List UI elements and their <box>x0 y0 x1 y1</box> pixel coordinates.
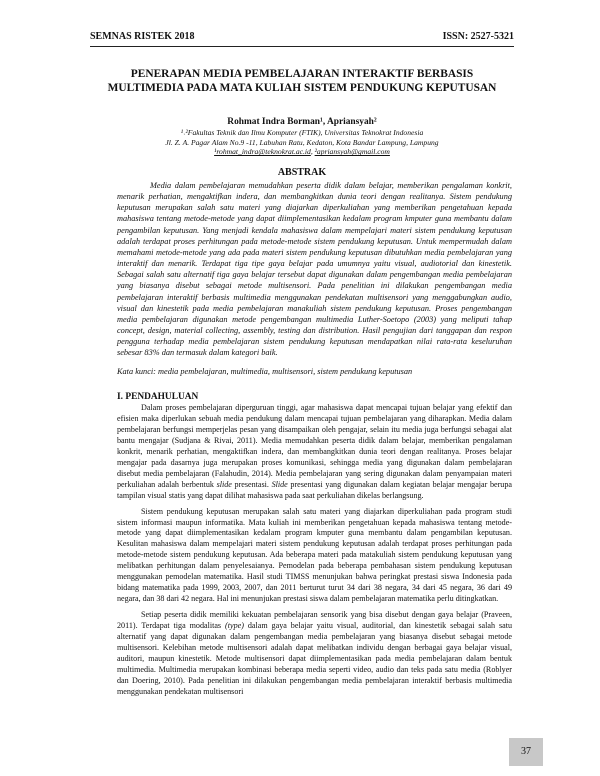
author-emails: ¹rohmat_indra@teknokrat.ac.id, ²apriansyah@gmail.com <box>214 147 390 157</box>
paragraph-1-text: Dalam proses pembelajaran diperguruan tinggi, agar mahasiswa dapat mencapai tujuan belajar yang efektif dan efisien maka diperlukan sebuah media pendukung dalam mencapai tujuan pembelajaran yang diharapkan. Media dalam pembelajaran berfungsi memperjelas pesan yang disampaikan oleh pengajar, selain itu media juga berfungsi sebagai alat bantu mengajar (Sudjana & Rivai, 2011). Media memudahkan peserta didik dalam belajar, memberikan pengalaman konkrit, menarik perhatian, mengaktifkan indera, dan membangkitkan dunia teori dengan realitanya. Proses belajar mengajar pada dasarnya juga merupakan proses komunikasi, sehingga media yang digunakan dalam pembelajaran disebut media pembelajaran (Falahudin, 2014). Media pembelajaran yang sering digunakan dalam penyampaian materi perkuliahan adalah berbentuk <box>117 403 512 489</box>
paragraph-1-end: presentasi yang digunakan dalam kegiatan belajar mengajar berupa tampilan visual statis yang dapat dilihat mahasiswa pada saat perkuliahan dikelas berlangsung. <box>117 479 512 500</box>
authors: Rohmat Indra Borman¹, Apriansyah² <box>227 117 377 127</box>
title-line-2: MULTIMEDIA PADA MATA KULIAH SISTEM PENDUKUNG KEPUTUSAN <box>107 82 497 94</box>
email-link-2[interactable]: ²apriansyah@gmail.com <box>314 147 390 157</box>
paper-title <box>90 67 514 95</box>
type-term: (type) <box>225 621 244 631</box>
title-line-1: PENERAPAN MEDIA PEMBELAJARAN INTERAKTIF BERBASIS <box>130 68 474 80</box>
paragraph-3-end: dalam gaya belajar yaitu visual, auditorial, dan kinestetik sebagai salah satu alternatif yang dapat digunakan dalam pengembangan media pembelajaran yang biasanya disebut sebagai metode multisensori. Kelebihan metode multisensori adalah dapat melibatkan individu dengan berbagai gaya belajar visual, auditori, maupun kinestetik. Metode multisensori dapat diimplementasikan pada media pembelajaran dalam bentuk multimedia. Multimedia merupakan kombinasi beberapa media seperti video, audio dan teks pada satu media (Roblyer dan Doering, 2010). Pada penelitian ini dilakukan pengembangan media pembelajaran interaktif berbasis multimedia menggunakan pendekatan multisensori <box>117 621 512 696</box>
email-link-1[interactable]: ¹rohmat_indra@teknokrat.ac.id <box>214 147 311 157</box>
conference-name: SEMNAS RISTEK 2018 <box>90 31 195 42</box>
abstract-text: Media dalam pembelajaran memudahkan peserta didik dalam belajar, memberikan pengalaman konkrit, menarik perhatian, mengaktifkan indera, dan membangkitkan dunia teori dengan realitanya. Sistem pendukung keputusan merupakan salah satu materi yang diajarkan diperkuliahan yang memberikan pengetahuan kepada mahasiswa tentang metode-metode yang dapat diimplementasikan kedalam program kmputer guna membantu dalam pengambilan keputusan. Yang menjadi kendala mahasiswa dalam mempelajari materi sistem pendukung keputusan adalah terdapat proses perhitungan pada metode-metode sistem pendukung keputusan. Untuk mempermudah dalam memahami metode-metode yang ada pada materi sistem pendukung keputusan dibutuhkan media pembelajaran yang interaktif dan menarik. Terdapat tiga tipe gaya belajar pada umumnya yaitu visual, audiotorial dan kinestetik. Sebagai salah satu alternatif tiga gaya belajar tersebut dapat digunakan dalam pengembangan media pembelajaran yang biasanya disebut sebagai metode multisensori. Pada penelitian ini dilakukan pengembangan media pembelajaran interaktif berbasis multimedia menggunakan pendekatan multisensori yang menggabungkan audio, visual dan kinestetik pada media pembelajaran manakuliah sistem pendukung keputusan. Proses pengembangan media pembelajaran digunakan metode pengembangan multimedia Luther-Soetopo (2003) yang meliputi tahap concept, design, material collecting, assembly, testing dan distribution. Hasil pengujian dari tanggapan dan respon pengguna terhadap media pembelajaran sistem pendukung keputusan mendapatkan nilai rata-rata keseluruhan sebesar 83% dan termasuk dalam kategori baik. <box>117 181 512 358</box>
slide-term: slide <box>216 479 232 489</box>
affiliation-line-1: ¹˒²Fakultas Teknik dan Ilmu Komputer (FTIK), Universitas Teknokrat Indonesia <box>180 128 424 137</box>
abstract-heading: ABSTRAK <box>277 167 327 178</box>
page-number: 37 <box>509 738 543 766</box>
paragraph-1 <box>117 403 512 502</box>
header-divider <box>90 46 514 47</box>
affiliation <box>90 128 514 157</box>
issn: ISSN: 2527-5321 <box>442 31 514 42</box>
keywords: Kata kunci: media pembelajaran, multimedia, multisensori, sistem pendukung keputusan <box>117 367 413 376</box>
slide-term-2: Slide <box>271 479 288 489</box>
paragraph-1-mid: presentasi. <box>231 479 269 489</box>
paragraph-3 <box>117 610 512 698</box>
section-heading: I. PENDAHULUAN <box>117 392 199 402</box>
affiliation-line-2: Jl. Z. A. Pagar Alam No.9 -11, Labuhan Ratu, Kedaton, Kota Bandar Lampung, Lampung <box>165 137 439 147</box>
paragraph-2: Sistem pendukung keputusan merupakan salah satu materi yang diajarkan diperkuliahan pada program studi sistem informasi maupun informatika. Mata kuliah ini memberikan pengetahuan kepada mahasiswa tentang metode-metode yang dapat diimplementasikan kedalam program kmputer guna membantu dalam pengambilan keputusan. Kesulitan mahasiswa dalam mempelajari materi sistem pendukung keputusan adalah terdapat proses perhitungan pada metode-metode sistem pendukung keputusan. Ada beberapa materi pada matakuliah sistem pendukung keputusan yang melibatkan perhitungan dalam penyelesaianya. Pemodelan pada beberapa pembahasan sistem pendukung keputusan menggunakan pemodelan matematika. Hasil studi TIMSS menunjukan bahwa peringkat prestasi siswa Indonesia pada bidang matematika pada 1999, 2003, 2007, dan 2011 berturut turut 34 dari 38 negara, 34 dari 45 negara, 36 dari 49 negara, dan 38 dari 42 negara. Hal ini menunjukan prestasi siswa dalam pembelajaran matematika perlu ditingkatkan. <box>117 506 512 604</box>
paragraph-3-start: Setiap peserta didik memiliki kekuatan pembelajaran sensorik yang bisa disebut dengan gaya belajar (Praveen, 2011). Terdapat tiga modalitas <box>117 610 512 631</box>
section-body <box>117 403 512 703</box>
